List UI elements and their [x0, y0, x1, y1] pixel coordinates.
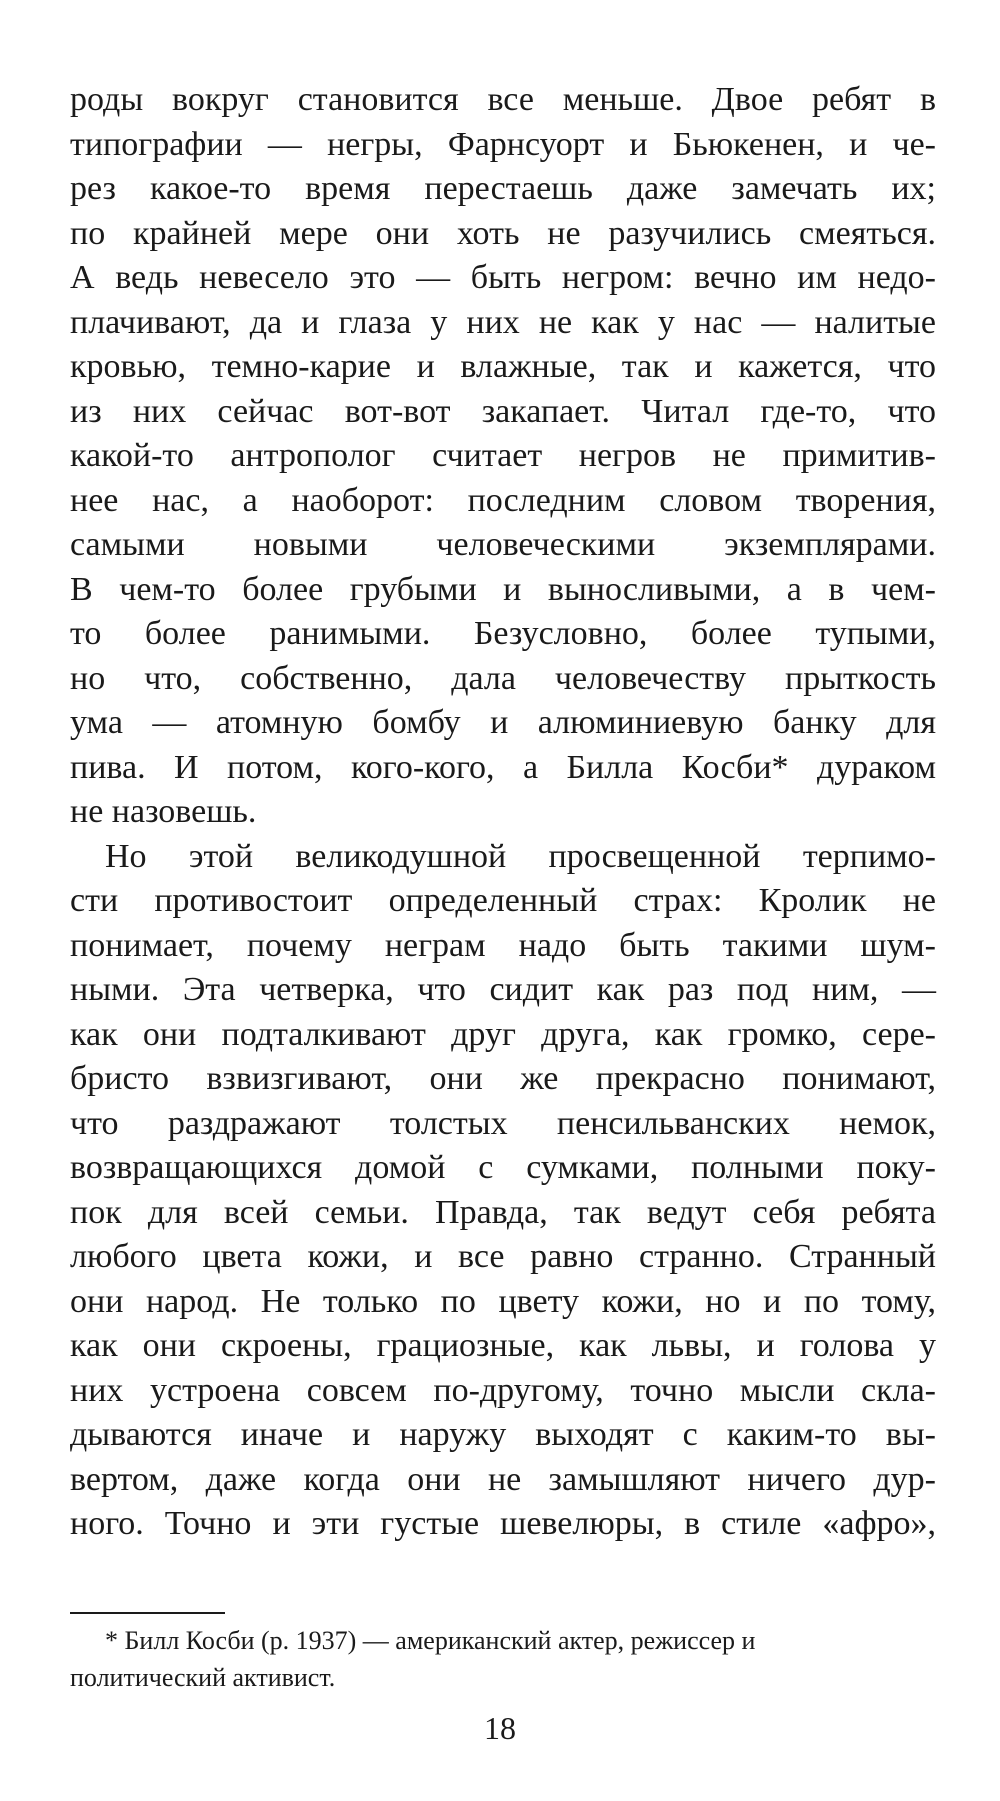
footnote-line: * Билл Косби (р. 1937) — американский актер, режиссер и: [105, 1626, 756, 1655]
text-line: Но этой великодушной просвещенной терпимо-: [105, 837, 936, 875]
footnote-separator: [70, 1612, 225, 1614]
text-line: типографии — негры, Фарнсуорт и Бьюкенен, и че-: [70, 125, 936, 163]
text-line: роды вокруг становится все меньше. Двое ребят в: [70, 81, 936, 118]
text-line: бристо взвизгивают, они же прекрасно понимают,: [70, 1060, 936, 1097]
text-line: любого цвета кожи, и все равно странно. Странный: [70, 1238, 936, 1275]
text-line: возвращающихся домой с сумками, полными поку-: [70, 1149, 936, 1186]
text-line: но что, собственно, дала человечеству прыткость: [70, 659, 936, 697]
text-line: А ведь невесело это — быть негром: вечно им недо-: [70, 259, 936, 296]
text-line: пива. И потом, кого-кого, а Билла Косби* дураком: [70, 748, 936, 786]
page-number: 18: [484, 1710, 516, 1746]
text-line: как они подталкивают друг друга, как громко, сере-: [70, 1015, 936, 1053]
text-line: не назовешь.: [70, 793, 257, 830]
text-line: самыми новыми человеческими экземплярами.: [70, 526, 936, 563]
text-line: В чем-то более грубыми и выносливыми, а в чем-: [70, 570, 936, 608]
text-line: понимает, почему неграм надо быть такими шум-: [70, 926, 936, 964]
text-line: вертом, даже когда они не замышляют ничего дур-: [70, 1460, 936, 1498]
body-text: [70, 78, 936, 1547]
text-line: ного. Точно и эти густые шевелюры, в стиле «афро»,: [70, 1505, 936, 1542]
text-line: пок для всей семьи. Правда, так ведут себя ребята: [70, 1193, 936, 1231]
text-line: как они скроены, грациозные, как львы, и голова у: [70, 1327, 936, 1364]
paragraph: [70, 78, 936, 835]
text-line: дываются иначе и наружу выходят с каким-то вы-: [70, 1416, 936, 1453]
text-line: сти противостоит определенный страх: Кролик не: [70, 882, 936, 919]
text-line: из них сейчас вот-вот закапает. Читал где-то, что: [70, 392, 936, 430]
text-line: них устроена совсем по-другому, точно мысли скла-: [70, 1371, 936, 1409]
text-line: какой-то антрополог считает негров не примитив-: [70, 437, 936, 474]
text-line: кровью, темно-карие и влажные, так и кажется, что: [70, 348, 936, 385]
footnote-line: политический активист.: [70, 1663, 336, 1692]
text-line: то более ранимыми. Безусловно, более тупыми,: [70, 615, 936, 652]
text-line: они народ. Не только по цвету кожи, но и по тому,: [70, 1282, 936, 1320]
text-line: что раздражают толстых пенсильванских немок,: [70, 1104, 936, 1142]
text-line: нее нас, а наоборот: последним словом творения,: [70, 481, 936, 519]
text-line: рез какое-то время перестаешь даже замечать их;: [70, 170, 936, 207]
text-line: плачивают, да и глаза у них не как у нас — налитые: [70, 303, 936, 341]
footnote: [70, 1622, 936, 1696]
text-line: ума — атомную бомбу и алюминиевую банку для: [70, 704, 936, 741]
paragraph: [70, 835, 936, 1547]
text-line: ными. Эта четверка, что сидит как раз под ним, —: [70, 971, 936, 1008]
text-line: по крайней мере они хоть не разучились смеяться.: [70, 214, 936, 252]
